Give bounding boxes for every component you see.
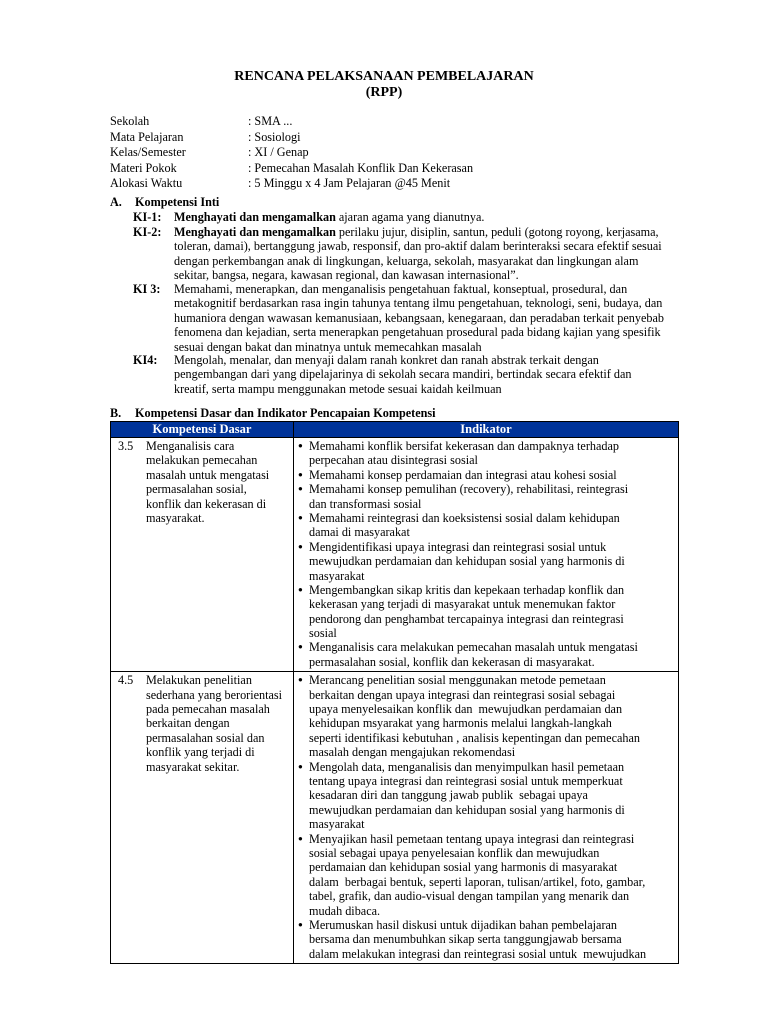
indicator-line: upaya menyelesaikan konflik dan mewujudkan perdamaian dan (309, 702, 623, 717)
kd-cell-inner (114, 439, 290, 525)
indicator-line: ● Memahami konsep perdamaian dan integrasi atau kohesi sosial (309, 467, 617, 482)
indicator-line: masyarakat (309, 817, 365, 832)
ki-bold: Menghayati dan mengamalkan (174, 210, 336, 224)
indicator-line: mewujudkan perdamaian dan kehidupan sosial yang harmonis di (309, 802, 625, 817)
indicator-line: permasalahan sosial, konflik dan kekerasan di masyarakat. (309, 654, 595, 669)
section-b-letter: B. (110, 406, 122, 420)
indicator-line: dalam melakukan integrasi dan reintegrasi sosial untuk mewujudkan (309, 946, 647, 961)
kd-line: permasalahan sosial, (146, 482, 247, 497)
kd-description (146, 439, 290, 525)
identity-label: Kelas/Semester (110, 145, 186, 159)
kd-cell (111, 438, 294, 672)
ki-line (174, 282, 694, 296)
kd-line: permasalahan sosial dan (146, 730, 265, 745)
kd-line: masalah untuk mengatasi (146, 467, 270, 482)
indicator-line: mudah dibaca. (309, 903, 381, 918)
identity-value: : Sosiologi (248, 129, 301, 144)
indicator-line: kekerasan yang terjadi di masyarakat untuk menemukan faktor (309, 597, 616, 612)
indicator-line: ● Mengidentifikasi upaya integrasi dan reintegrasi sosial untuk (309, 539, 607, 554)
kd-line: masyarakat. (146, 510, 205, 525)
indicator-line: pendorong dan penghambat tercapainya integrasi dan reintegrasi (309, 611, 624, 626)
indicator-item (297, 540, 675, 583)
table-header-row (111, 422, 679, 438)
indicator-line: berkaitan dengan upaya integrasi dan reintegrasi sosial sebagai (309, 687, 616, 702)
indicator-line: sosial sebagai upaya penyelesaian konflik dan mewujudkan (309, 845, 600, 860)
document-subtitle: (RPP) (365, 85, 403, 100)
kd-line: melakukan pemecahan (146, 453, 258, 468)
ki-line-text: kreatif, serta mampu menggunakan metode sesuai kaidah keilmuan (174, 381, 502, 396)
kd-line: masyarakat sekitar. (146, 759, 240, 774)
indicator-list (297, 439, 675, 669)
indicator-item (297, 511, 675, 540)
table-row (111, 672, 679, 964)
indicator-item (297, 468, 675, 482)
identity-value: : Pemecahan Masalah Konflik Dan Kekerasan (248, 160, 474, 175)
indicator-line: ● Mengembangkan sikap kritis dan kepekaan terhadap konflik dan (309, 582, 625, 597)
identity-label: Sekolah (110, 114, 150, 128)
indicator-line: ● Menyajikan hasil pemetaan tentang upaya integrasi dan reintegrasi (309, 831, 635, 846)
ki-text (174, 210, 694, 224)
kd-line: sederhana yang berorientasi (146, 687, 283, 702)
section-b-title: Kompetensi Dasar dan Indikator Pencapaian Kompetensi (135, 406, 436, 420)
indicator-line: kesadaran diri dan tanggung jawab publik sebagai upaya (309, 788, 588, 803)
kd-line: konflik dan kekerasan di (146, 496, 267, 511)
indicator-line: kehidupan msyarakat yang harmonis melalui langkah-langkah (309, 716, 612, 731)
indicator-line: perpecahan atau disintegrasi sosial (309, 453, 478, 468)
section-a-letter: A. (110, 195, 122, 209)
indicator-line: dan transformasi sosial (309, 496, 422, 511)
ki-line-text: toleran, damai), bertanggung jawab, responsif, dan pro-aktif dalam berinteraksi secara efektif sesuai (174, 239, 662, 254)
indicator-list (297, 673, 675, 961)
indicator-line: masyarakat (309, 568, 365, 583)
ki-line (174, 325, 694, 339)
indicator-line: mewujudkan perdamaian dan kehidupan sosial yang harmonis di (309, 554, 625, 569)
ki-bold: Menghayati dan mengamalkan (174, 225, 336, 239)
identity-value: : XI / Genap (248, 145, 309, 159)
indicator-item (297, 918, 675, 961)
ki-line-text: ajaran agama yang dianutnya. (335, 210, 485, 224)
identity-label: Materi Pokok (110, 160, 177, 175)
indicator-item (297, 673, 675, 759)
kd-number: 4.5 (118, 673, 134, 688)
kd-number: 3.5 (118, 439, 134, 453)
ki-line (174, 239, 694, 253)
indicator-item (297, 482, 675, 511)
indicator-line: ● Memahami konflik bersifat kekerasan dan dampaknya terhadap (309, 439, 619, 453)
kd-description (146, 673, 290, 774)
indicator-line: seperti identifikasi kebutuhan , analisis kepentingan dan pemecahan (309, 730, 640, 745)
document-title: RENCANA PELAKSANAAN PEMBELAJARAN (234, 69, 534, 84)
indicator-item (297, 439, 675, 468)
kd-line: berkaitan dengan (146, 716, 230, 731)
identity-value: : 5 Minggu x 4 Jam Pelajaran @45 Menit (248, 176, 451, 190)
indicator-line: masalah dengan mengajukan rekomendasi (309, 745, 516, 760)
ki-line-text: sesuai dengan bakat dan minatnya untuk memecahkan masalah (174, 339, 482, 354)
identity-label: Mata Pelajaran (110, 129, 184, 144)
ki-text (174, 282, 694, 354)
kompetensi-table (110, 421, 679, 964)
ki-line (174, 353, 694, 367)
indicator-line: bersama dan menumbuhkan sikap serta tanggungjawab bersama (309, 932, 622, 947)
ki-line-text: perilaku jujur, disiplin, santun, peduli (gotong royong, kerjasama, (335, 225, 659, 239)
header-kompetensi-dasar: Kompetensi Dasar (111, 422, 294, 438)
ki-line-text: Memahami, menerapkan, dan menganalisis pengetahuan faktual, konseptual, prosedural, dan (174, 282, 628, 296)
ki-label: KI 3: (133, 282, 161, 296)
indicator-item (297, 640, 675, 669)
ki-line-text: metakognitif berdasarkan rasa ingin tahunya tentang ilmu pengetahuan, teknologi, seni, budaya, dan (174, 296, 663, 311)
ki-label: KI-1: (133, 210, 162, 224)
header-indikator: Indikator (294, 422, 679, 438)
ki-line (174, 382, 694, 396)
ki-text (174, 353, 694, 396)
indicator-line: ● Merancang penelitian sosial menggunakan metode pemetaan (309, 673, 606, 688)
indicator-line: ● Memahami konsep pemulihan (recovery), rehabilitasi, reintegrasi (309, 482, 629, 497)
section-a-title: Kompetensi Inti (135, 195, 220, 209)
ki-line-text: fenomena dan kejadian, serta menerapkan pengetahuan prosedural pada bidang kajian yang spesifik (174, 325, 661, 340)
indicator-line: ● Mengolah data, menganalisis dan menyimpulkan hasil pemetaan (309, 759, 625, 774)
indicator-line: perdamaian dan kehidupan sosial yang harmonis di masyarakat (309, 860, 618, 875)
kd-cell-inner (114, 673, 290, 774)
kd-line: konflik yang terjadi di (146, 745, 255, 760)
ki-line (174, 296, 694, 310)
ki-line (174, 268, 694, 282)
ki-line-text: dengan perkembangan anak di lingkungan, keluarga, sekolah, masyarakat dan lingkungan alam (174, 253, 639, 268)
indicator-line: damai di masyarakat (309, 525, 410, 540)
kd-cell (111, 672, 294, 964)
indicator-line: tabel, grafik, dan audio-visual dengan tampilan yang menarik dan (309, 889, 630, 904)
ki-line (174, 367, 694, 381)
table-row (111, 438, 679, 672)
indicator-line: dalam berbagai bentuk, seperti laporan, tulisan/artikel, foto, gambar, (309, 874, 646, 889)
indicator-item (297, 832, 675, 918)
indicator-line: ● Menganalisis cara melakukan pemecahan masalah untuk mengatasi (309, 640, 638, 655)
ki-line-text: pengembangan dari yang dipelajarinya di sekolah secara mandiri, bertindak secara efektif dan (174, 367, 632, 382)
identity-label: Alokasi Waktu (110, 176, 183, 190)
ki-line-text: sekitar, bangsa, negara, kawasan regional, dan kawasan internasional”. (174, 268, 519, 283)
indicator-item (297, 760, 675, 832)
indicator-line: sosial (309, 626, 337, 641)
kd-line: Melakukan penelitian (146, 673, 252, 688)
indicator-line: ● Memahami reintegrasi dan koeksistensi sosial dalam kehidupan (309, 510, 620, 525)
indicator-line: ● Merumuskan hasil diskusi untuk dijadikan bahan pembelajaran (309, 917, 618, 932)
ki-line (174, 225, 694, 239)
indicator-item (297, 583, 675, 641)
ki-text (174, 225, 694, 283)
kd-line: pada pemecahan masalah (146, 702, 270, 717)
ki-line (174, 254, 694, 268)
indicator-cell (294, 672, 679, 964)
indicator-cell (294, 438, 679, 672)
ki-line (174, 340, 694, 354)
ki-label: KI4: (133, 353, 158, 367)
ki-label: KI-2: (133, 225, 162, 239)
ki-line-text: Mengolah, menalar, dan menyaji dalam ranah konkret dan ranah abstrak terkait dengan (174, 353, 599, 367)
ki-line (174, 311, 694, 325)
ki-line (174, 210, 694, 224)
indicator-line: tentang upaya integrasi dan reintegrasi sosial untuk memperkuat (309, 773, 623, 788)
identity-value: : SMA ... (248, 114, 293, 128)
ki-line-text: humaniora dengan wawasan kemanusiaan, kebangsaan, kenegaraan, dan peradaban terkait penyebab (174, 310, 664, 325)
kd-line: Menganalisis cara (146, 439, 235, 453)
